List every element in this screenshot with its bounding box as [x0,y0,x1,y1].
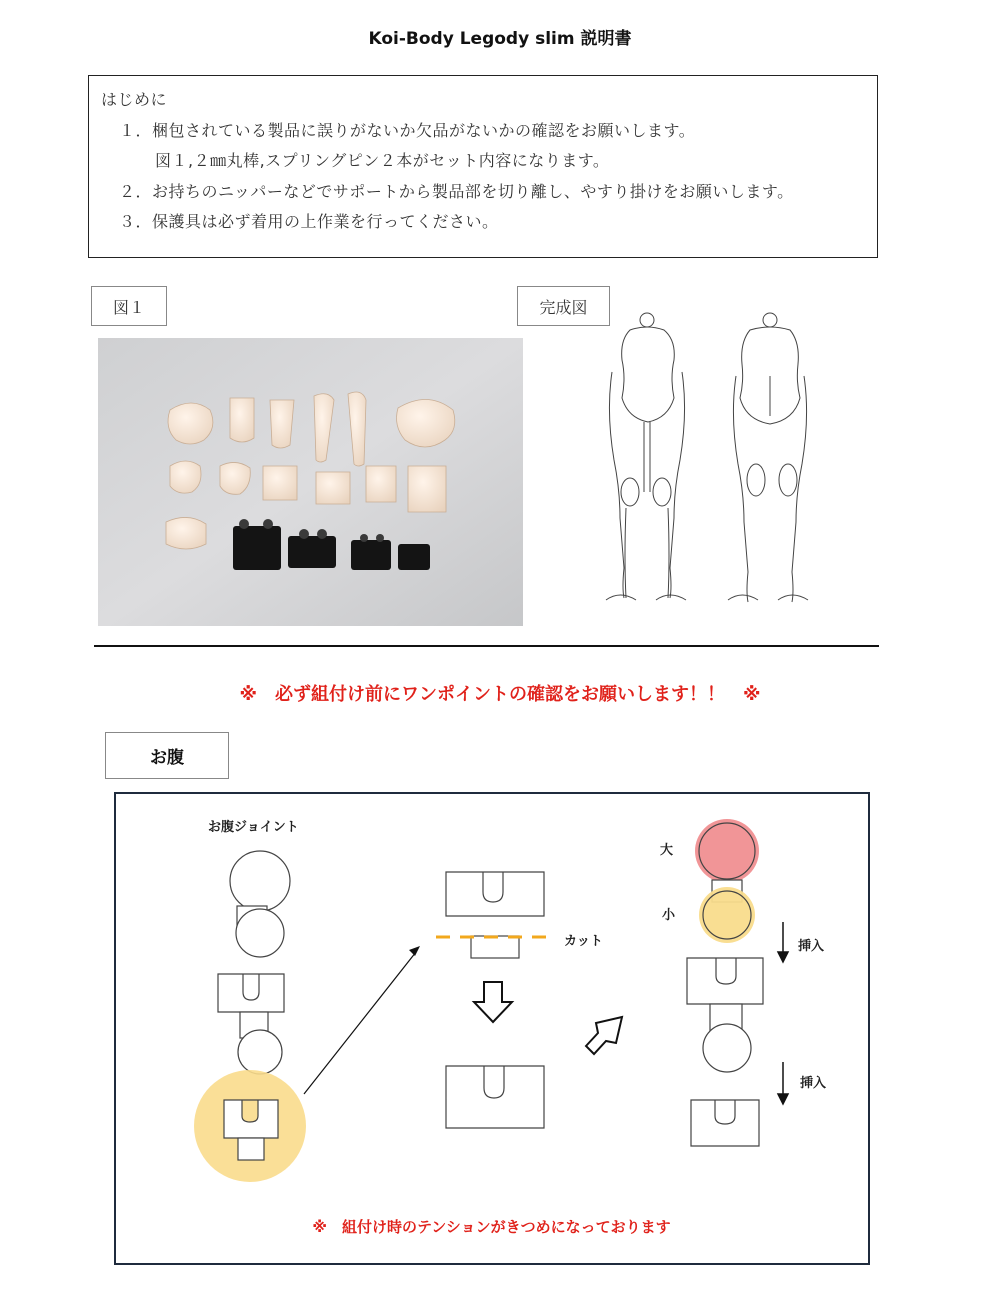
large-label: 大 [660,843,674,858]
belly-joint-diagram [114,792,870,1265]
highlight-red-circle [695,819,759,883]
diagram-drawing [116,794,867,1262]
diagonal-arrow-icon [586,1017,622,1054]
section-divider [94,645,879,647]
completed-figure-drawing [600,312,820,617]
intro-step-1: １．梱包されている製品に誤りがないか欠品がないかの確認をお願いします。 [119,121,696,140]
down-arrow-icon [474,982,512,1022]
joint-label: お腹ジョイント [208,820,299,835]
intro-step-2: ２．お持ちのニッパーなどでサポートから製品部を切り離し、やすり掛けをお願いします。 [119,182,794,201]
intro-step-3: ３．保護具は必ず着用の上作業を行ってください。 [119,212,499,231]
small-label: 小 [662,908,676,923]
completed-figure-label: 完成図 [517,286,610,326]
intro-heading: はじめに [101,90,168,109]
tension-note: ※ 組付け時のテンションがきつめになっております [312,1218,671,1236]
insert-label-2: 挿入 [800,1076,827,1091]
intro-step-1-contents: 図１,２㎜丸棒,スプリングピン２本がセット内容になります。 [155,151,610,170]
cut-label: カット [564,934,603,949]
parts-photo [98,338,523,626]
document-title: Koi-Body Legody slim 説明書 [368,29,632,49]
insert-label-1: 挿入 [798,939,825,954]
section-label-belly: お腹 [105,732,229,779]
intro-box [88,75,878,258]
warning-banner: ※ 必ず組付け前にワンポイントの確認をお願いします！！ ※ [239,684,761,705]
figure1-label: 図１ [91,286,167,326]
